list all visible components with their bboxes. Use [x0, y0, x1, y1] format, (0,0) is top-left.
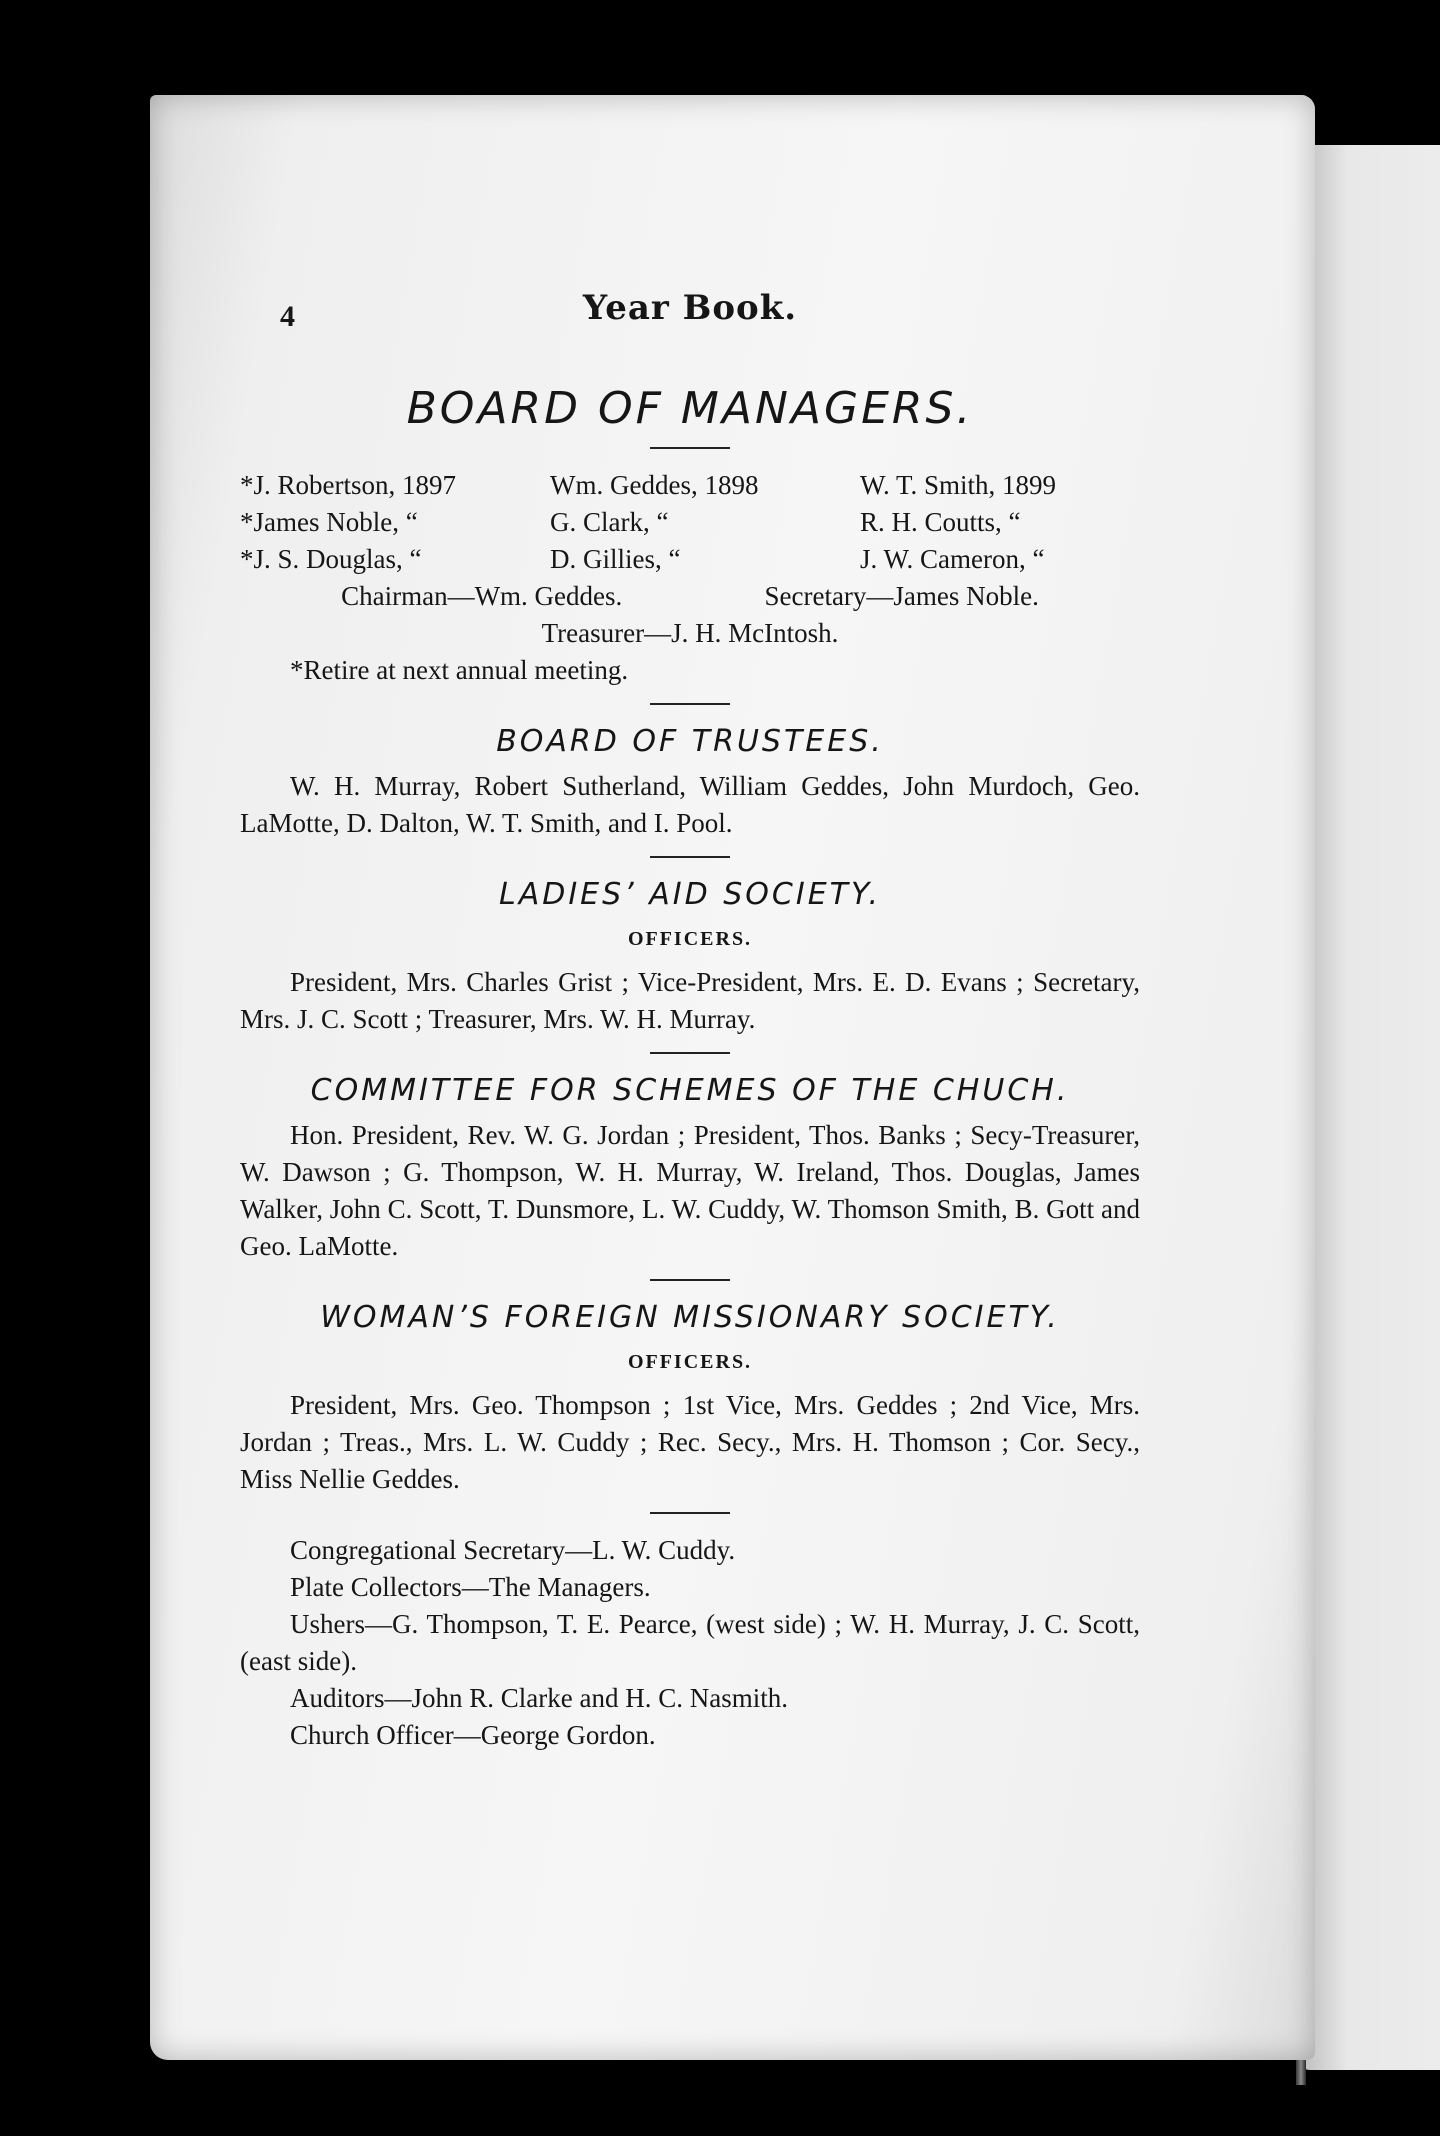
trustees-list: W. H. Murray, Robert Sutherland, William Geddes, John Murdoch, Geo. LaMotte, D. Dalton, W. T. Smith, and I. Pool. [240, 771, 1140, 838]
divider [650, 447, 730, 449]
manager-entry: D. Gillies, “ [550, 544, 681, 574]
officer-line [240, 578, 1140, 615]
manager-entry: *J. S. Douglas, “ [240, 544, 422, 574]
officers-subheading: OFFICERS. [627, 928, 753, 950]
page-content [240, 290, 1140, 1754]
wfms-heading: WOMAN’S FOREIGN MISSIONARY SOCIETY. [320, 1300, 1060, 1335]
divider [650, 1512, 730, 1514]
congregational-secretary: Congregational Secretary—L. W. Cuddy. [290, 1535, 736, 1565]
managers-list [240, 467, 1140, 578]
retire-note: *Retire at next annual meeting. [290, 655, 629, 685]
board-of-managers-heading: BOARD OF MANAGERS. [406, 383, 974, 434]
committee-members: Hon. President, Rev. W. G. Jordan ; President, Thos. Banks ; Secy-Treasurer, W. Dawson ; G. Thompson, W. H. Murray, W. Ireland, Thos. Douglas, James Walker, John C. Scott, T. Dunsmore, L. W. Cuddy, W. Thomson Smith, B. Gott and Geo. LaMotte. [240, 1120, 1140, 1261]
ladies-aid-section [240, 876, 1140, 1038]
wfms-officers: President, Mrs. Geo. Thompson ; 1st Vice, Mrs. Geddes ; 2nd Vice, Mrs. Jordan ; Treas., Mrs. L. W. Cuddy ; Rec. Secy., Mrs. H. Thomson ; Cor. Secy., Miss Nellie Geddes. [240, 1390, 1140, 1494]
divider [650, 1279, 730, 1281]
board-of-managers-section [240, 383, 1140, 689]
church-officers-section [240, 1532, 1140, 1754]
manager-entry: *J. Robertson, 1897 [240, 470, 456, 500]
plate-collectors: Plate Collectors—The Managers. [290, 1572, 651, 1602]
ladies-aid-heading: LADIES’ AID SOCIETY. [499, 877, 881, 912]
committee-section [240, 1072, 1140, 1265]
wfms-section [240, 1299, 1140, 1498]
manager-entry: W. T. Smith, 1899 [860, 470, 1057, 500]
committee-heading: COMMITTEE FOR SCHEMES OF THE CHUCH. [310, 1073, 1070, 1108]
officers-subheading: OFFICERS. [627, 1351, 753, 1373]
chairman: Chairman—Wm. Geddes. [341, 581, 623, 611]
running-head [240, 290, 1140, 350]
adjacent-page [1300, 145, 1440, 2070]
divider [650, 856, 730, 858]
auditors: Auditors—John R. Clarke and H. C. Nasmith. [290, 1683, 788, 1713]
divider [650, 703, 730, 705]
divider [650, 1052, 730, 1054]
running-title: Year Book. [582, 288, 798, 328]
church-officer: Church Officer—George Gordon. [290, 1720, 656, 1750]
secretary: Secretary—James Noble. [764, 581, 1039, 611]
board-of-trustees-heading: BOARD OF TRUSTEES. [496, 724, 884, 759]
ushers: Ushers—G. Thompson, T. E. Pearce, (west side) ; W. H. Murray, J. C. Scott, (east side). [240, 1609, 1140, 1676]
board-of-trustees-section [240, 723, 1140, 842]
manager-entry: G. Clark, “ [550, 507, 669, 537]
manager-entry: J. W. Cameron, “ [860, 544, 1045, 574]
manager-entry: R. H. Coutts, “ [860, 507, 1021, 537]
manager-entry: Wm. Geddes, 1898 [550, 470, 759, 500]
treasurer: Treasurer—J. H. McIntosh. [541, 618, 839, 648]
ladies-aid-officers: President, Mrs. Charles Grist ; Vice-President, Mrs. E. D. Evans ; Secretary, Mrs. J. C. Scott ; Treasurer, Mrs. W. H. Murray. [240, 967, 1140, 1034]
manager-entry: *James Noble, “ [240, 507, 418, 537]
page-number: 4 [280, 300, 295, 333]
